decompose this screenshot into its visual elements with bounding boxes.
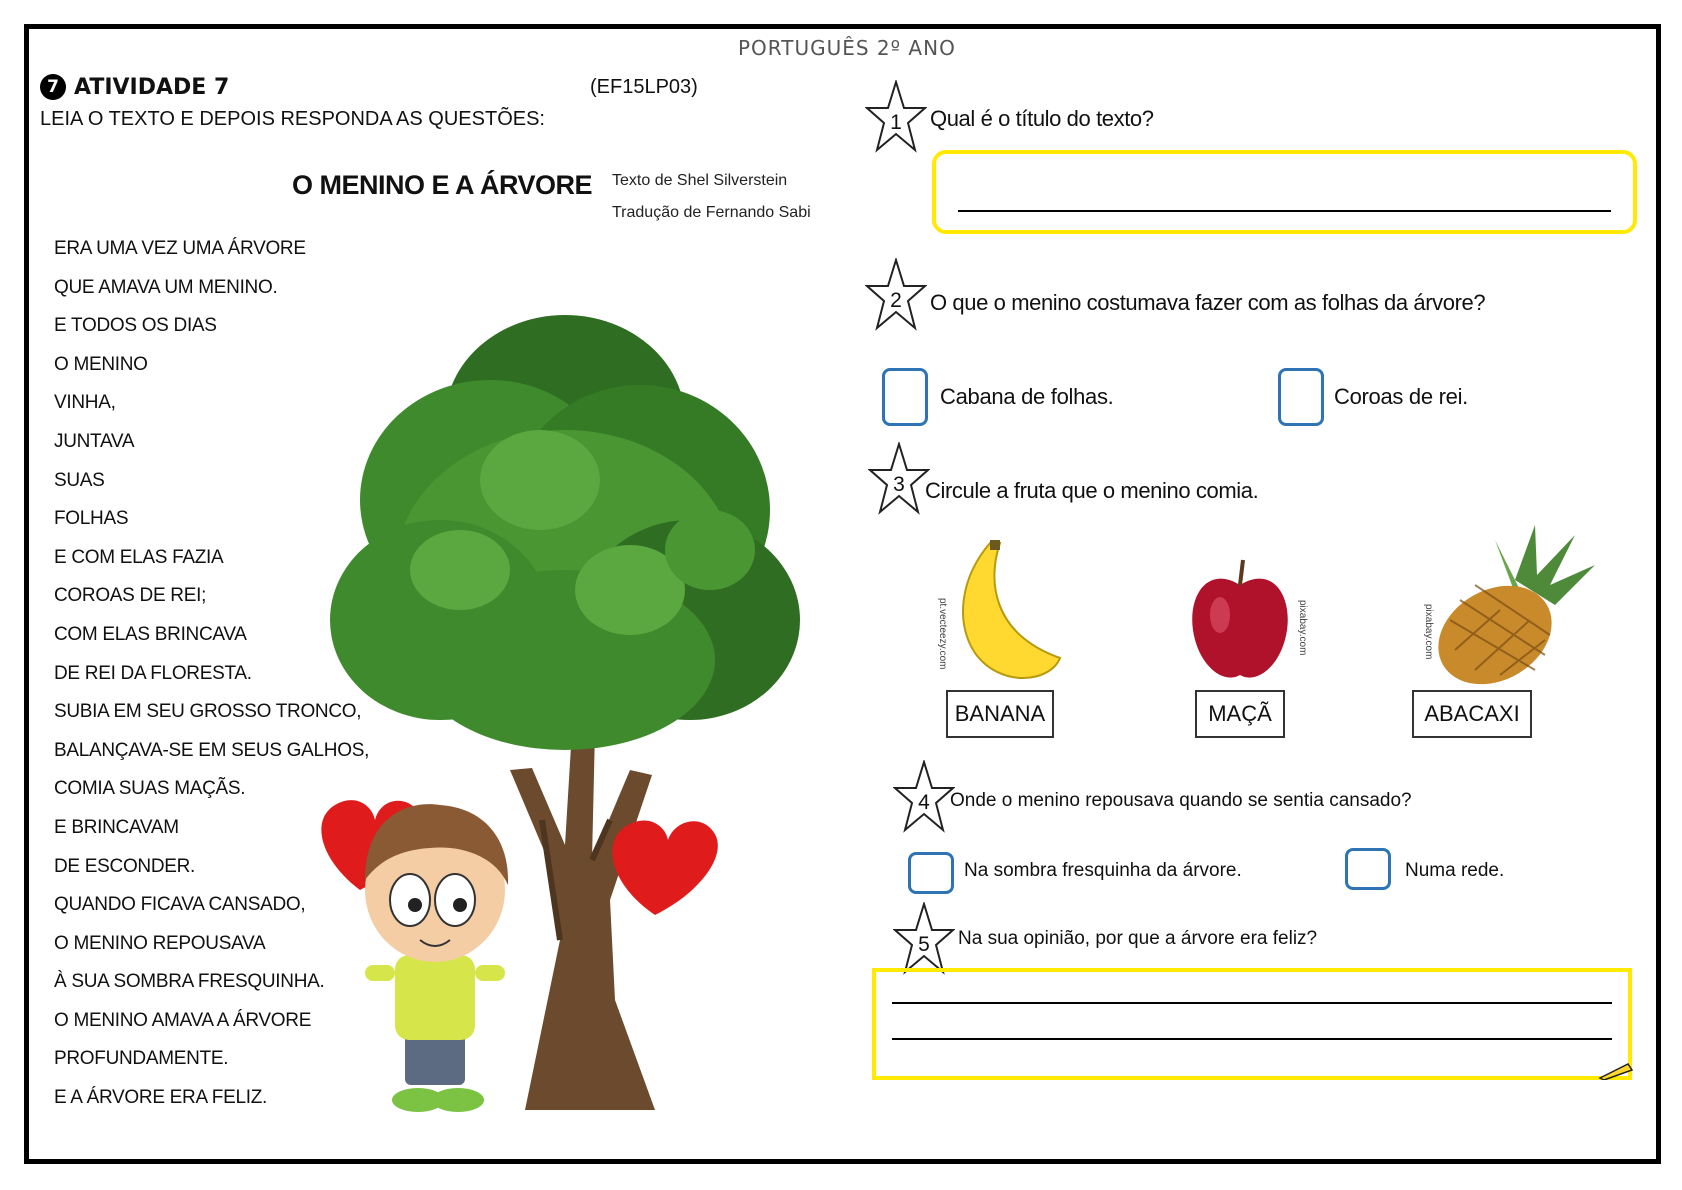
story-line: COROAS DE REI;: [54, 585, 207, 607]
banana-image[interactable]: [950, 538, 1070, 688]
story-line: COM ELAS BRINCAVA: [54, 623, 247, 645]
question-1-text: Qual é o título do texto?: [930, 106, 1154, 131]
checkbox-cabana[interactable]: [882, 368, 928, 426]
option-sombra: Na sombra fresquinha da árvore.: [964, 860, 1242, 881]
question-3-number: 3: [893, 473, 905, 496]
checkbox-coroas[interactable]: [1278, 368, 1324, 426]
story-line: E TODOS OS DIAS: [54, 315, 217, 337]
story-line: SUAS: [54, 469, 105, 491]
fruit-label-apple[interactable]: MAÇÃ: [1195, 690, 1285, 738]
story-line: QUANDO FICAVA CANSADO,: [54, 894, 306, 916]
story-line: O MENINO AMAVA A ÁRVORE: [54, 1009, 312, 1031]
question-1-number: 1: [890, 111, 902, 134]
story-line: ERA UMA VEZ UMA ÁRVORE: [54, 238, 306, 259]
image-credit-apple: pixabay.com: [1297, 600, 1308, 656]
story-line: COMIA SUAS MAÇÃS.: [54, 778, 246, 800]
story-line: E COM ELAS FAZIA: [54, 546, 224, 568]
image-credit-banana: pt.vecteezy.com: [937, 598, 948, 670]
story-line: À SUA SOMBRA FRESQUINHA.: [54, 971, 325, 993]
checkbox-rede[interactable]: [1345, 848, 1391, 890]
answer-line: [892, 1002, 1612, 1004]
subject-heading: PORTUGUÊS 2º ANO: [738, 36, 956, 60]
story-line: BALANÇAVA-SE EM SEUS GALHOS,: [54, 739, 370, 761]
story-line: O MENINO: [54, 353, 148, 375]
story-line: SUBIA EM SEU GROSSO TRONCO,: [54, 701, 362, 723]
tree-boy-illustration: [310, 300, 820, 1120]
option-rede: Numa rede.: [1405, 860, 1505, 881]
question-2-text: O que o menino costumava fazer com as folhas da árvore?: [930, 290, 1486, 315]
activity-title-text: ATIVIDADE 7: [74, 74, 230, 100]
instruction-text: LEIA O TEXTO E DEPOIS RESPONDA AS QUESTÕES:: [40, 108, 545, 130]
image-credit-pineapple: pixabay.com: [1423, 604, 1434, 660]
question-4-number: 4: [918, 791, 930, 814]
tree-canopy: [330, 315, 800, 750]
story-title: O MENINO E A ÁRVORE: [292, 170, 593, 200]
question-3-text: Circule a fruta que o menino comia.: [925, 478, 1259, 503]
heart-right: [612, 821, 717, 915]
story-line: O MENINO REPOUSAVA: [54, 932, 266, 954]
question-2-number: 2: [890, 289, 902, 312]
question-5-text: Na sua opinião, por que a árvore era feliz?: [958, 928, 1318, 949]
apple-image[interactable]: [1188, 555, 1292, 685]
answer-line: [892, 1038, 1612, 1040]
story-line: QUE AMAVA UM MENINO.: [54, 276, 278, 298]
activity-number-badge: 7: [40, 74, 66, 100]
story-translator: Tradução de Fernando Sabi: [612, 204, 811, 221]
story-author: Texto de Shel Silverstein: [612, 172, 788, 189]
story-line: DE ESCONDER.: [54, 855, 196, 877]
option-cabana: Cabana de folhas.: [940, 384, 1114, 409]
story-line: DE REI DA FLORESTA.: [54, 662, 252, 684]
boy-cartoon: [365, 804, 508, 1112]
question-4-text: Onde o menino repousava quando se sentia cansado?: [950, 790, 1412, 811]
tree-trunk: [510, 730, 655, 1110]
answer-line: [958, 210, 1611, 212]
pineapple-image[interactable]: [1425, 520, 1600, 690]
skill-code: (EF15LP03): [590, 76, 698, 98]
pencil-icon: [1598, 1060, 1634, 1080]
fruit-label-banana[interactable]: BANANA: [946, 690, 1054, 738]
activity-title: [40, 74, 229, 100]
story-line: VINHA,: [54, 392, 116, 414]
story-line: E BRINCAVAM: [54, 816, 179, 838]
answer-box-q1[interactable]: [932, 150, 1637, 234]
question-5-number: 5: [918, 933, 930, 956]
story-line: FOLHAS: [54, 508, 129, 530]
story-line: JUNTAVA: [54, 430, 135, 452]
story-line: PROFUNDAMENTE.: [54, 1048, 229, 1070]
fruit-label-pineapple[interactable]: ABACAXI: [1412, 690, 1532, 738]
checkbox-sombra[interactable]: [908, 852, 954, 894]
option-coroas: Coroas de rei.: [1334, 384, 1468, 409]
answer-box-q5[interactable]: [872, 968, 1632, 1080]
story-line: E A ÁRVORE ERA FELIZ.: [54, 1087, 267, 1109]
